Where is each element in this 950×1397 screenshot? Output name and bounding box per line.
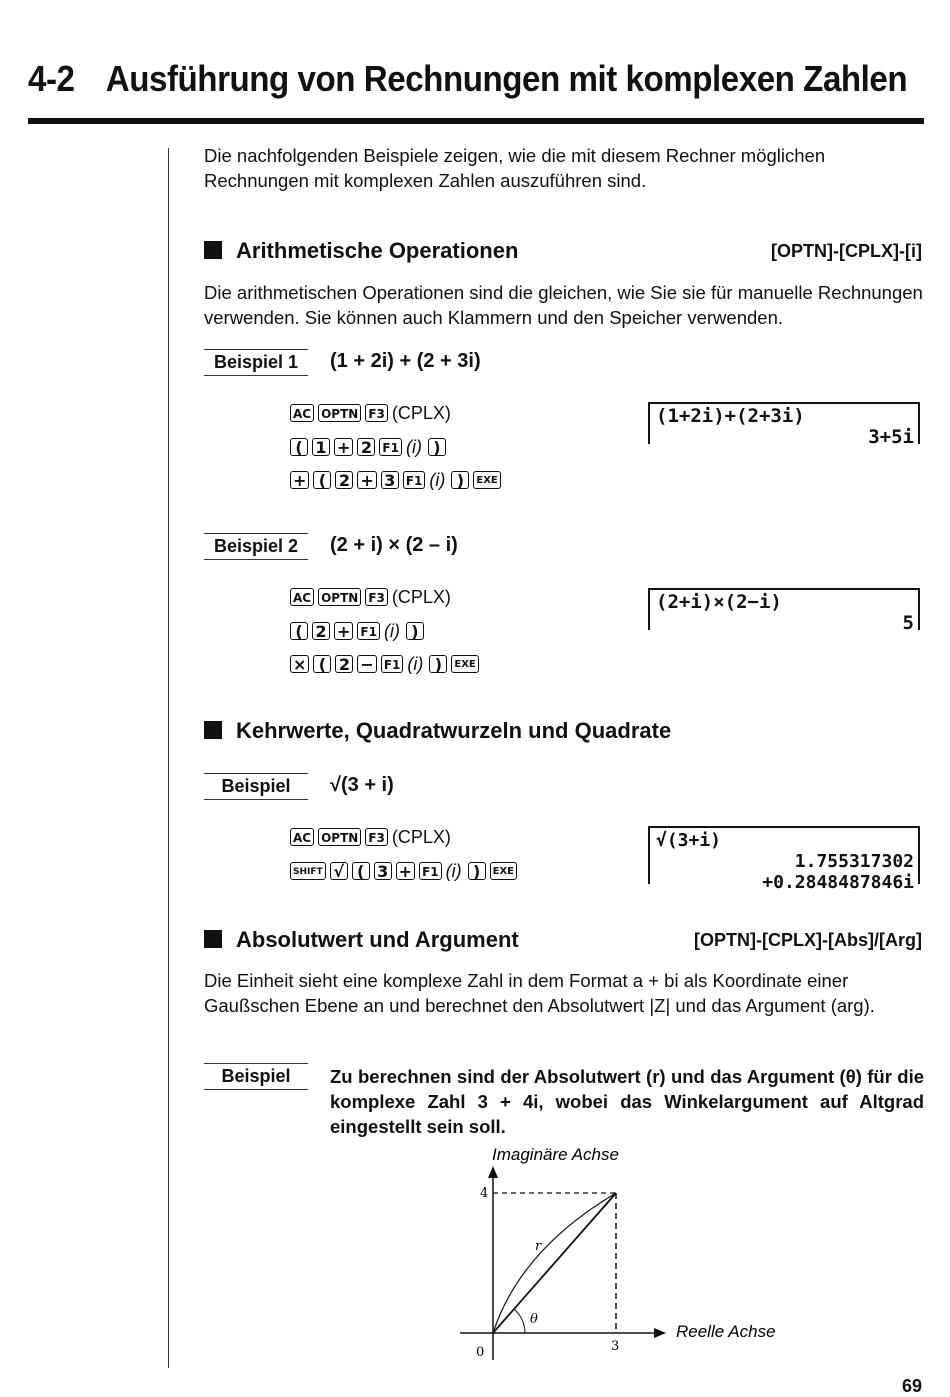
key-plus: + xyxy=(290,471,309,489)
example4-label: Beispiel xyxy=(204,1063,308,1090)
key-rpar: ) xyxy=(468,862,486,880)
cplx-label: (CPLX) xyxy=(391,587,451,608)
arith-paragraph: Die arithmetischen Operationen sind die gleichen, wie Sie sie für manuelle Rechnungen verwenden. Sie können auch Klammern und den Speicher verwenden. xyxy=(204,282,923,328)
square-bullet-icon xyxy=(204,721,222,739)
screen-result: 3+5i xyxy=(868,426,914,448)
key-lpar: ( xyxy=(313,471,331,489)
chapter-title: Ausführung von Rechnungen mit komplexen Zahlen xyxy=(105,58,908,99)
key-minus: − xyxy=(357,655,376,673)
key-f1: F1 xyxy=(419,862,442,880)
x-axis-label: Reelle Achse xyxy=(676,1322,776,1341)
key-exe: EXE xyxy=(490,862,517,880)
screen-result-real: 1.755317302 xyxy=(794,851,914,872)
screen-input: (2+i)×(2−i) xyxy=(656,591,782,613)
example2-keys xyxy=(290,580,483,680)
example1-label: Beispiel 1 xyxy=(204,349,308,376)
key-ac: AC xyxy=(290,404,314,422)
key-3: 3 xyxy=(381,471,399,489)
key-f3: F3 xyxy=(365,828,388,846)
key-plus: + xyxy=(334,438,353,456)
i-label: (i) xyxy=(407,653,424,674)
key-2: 2 xyxy=(357,438,375,456)
theta-label: θ xyxy=(530,1312,538,1327)
page-number: 69 xyxy=(901,1376,922,1396)
title-rule xyxy=(28,118,924,124)
key-lpar: ( xyxy=(290,438,308,456)
key-2: 2 xyxy=(312,622,330,640)
calculator-screen-1 xyxy=(648,402,920,448)
key-ac: AC xyxy=(290,588,314,606)
i-label: (i) xyxy=(383,620,400,641)
example3-expression: √(3 + i) xyxy=(330,774,394,796)
key-rpar: ) xyxy=(429,655,447,673)
vector-line xyxy=(493,1193,616,1333)
key-lpar: ( xyxy=(352,862,370,880)
key-exe: EXE xyxy=(473,471,500,489)
key-rpar: ) xyxy=(428,438,446,456)
margin-line xyxy=(168,148,169,1368)
key-f3: F3 xyxy=(365,588,388,606)
page-title xyxy=(28,58,907,100)
chapter-number: 4-2 xyxy=(28,58,75,99)
section-heading-arith: Arithmetische Operationen xyxy=(204,238,518,264)
y-tick-4: 4 xyxy=(480,1186,489,1201)
key-plus: + xyxy=(396,862,415,880)
key-optn: OPTN xyxy=(318,828,361,846)
example3-label: Beispiel xyxy=(204,773,308,800)
keyref-abs: [OPTN]-[CPLX]-[Abs]/[Arg] xyxy=(694,930,922,950)
example4-text: Zu berechnen sind der Absolutwert (r) und das Argument (θ) für die komplexe Zahl 3 + 4i, wobei das Winkelargument auf Altgrad eingestellt sein soll. xyxy=(330,1066,924,1137)
complex-plane-diagram xyxy=(440,1140,800,1365)
i-label: (i) xyxy=(429,469,446,490)
example2-label: Beispiel 2 xyxy=(204,533,308,560)
key-plus: + xyxy=(334,622,353,640)
key-f1: F1 xyxy=(403,471,426,489)
origin-label: 0 xyxy=(476,1345,485,1360)
y-axis-label: Imaginäre Achse xyxy=(492,1145,619,1164)
key-3: 3 xyxy=(374,862,392,880)
cplx-label: (CPLX) xyxy=(391,403,451,424)
calculator-screen-2 xyxy=(648,588,920,634)
key-2: 2 xyxy=(335,655,353,673)
screen-input: √(3+i) xyxy=(656,830,722,851)
intro-paragraph: Die nachfolgenden Beispiele zeigen, wie die mit diesem Rechner möglichen Rechnungen mit komplexen Zahlen auszuführen sind. xyxy=(204,145,826,191)
key-lpar: ( xyxy=(313,655,331,673)
key-ac: AC xyxy=(290,828,314,846)
screen-input: (1+2i)+(2+3i) xyxy=(656,405,805,427)
cplx-label: (CPLX) xyxy=(391,827,451,848)
r-label: r xyxy=(535,1239,542,1254)
example2-expression: (2 + i) × (2 – i) xyxy=(330,534,458,556)
key-rpar: ) xyxy=(406,622,424,640)
theta-arc xyxy=(514,1309,525,1333)
i-label: (i) xyxy=(445,860,462,881)
key-plus: + xyxy=(357,471,376,489)
keyref-arith: [OPTN]-[CPLX]-[i] xyxy=(771,241,922,261)
square-bullet-icon xyxy=(204,241,222,259)
key-2: 2 xyxy=(335,471,353,489)
screen-result-imag: +0.2848487846i xyxy=(762,872,914,893)
key-f1: F1 xyxy=(379,438,402,456)
key-lpar: ( xyxy=(290,622,308,640)
screen-result: 5 xyxy=(902,612,914,634)
y-axis-arrow-icon xyxy=(488,1166,498,1178)
example1-keys xyxy=(290,396,505,496)
square-bullet-icon xyxy=(204,930,222,948)
key-optn: OPTN xyxy=(318,588,361,606)
example3-keys xyxy=(290,820,521,887)
x-axis-arrow-icon xyxy=(654,1328,666,1338)
key-1: 1 xyxy=(312,438,330,456)
example1-expression: (1 + 2i) + (2 + 3i) xyxy=(330,350,481,372)
key-f3: F3 xyxy=(365,404,388,422)
key-optn: OPTN xyxy=(318,404,361,422)
abs-paragraph: Die Einheit sieht eine komplexe Zahl in dem Format a + bi als Koordinate einer Gaußschen Ebene an und berechnet den Absolutwert |Z| und das Argument (arg). xyxy=(204,970,875,1016)
key-f1: F1 xyxy=(381,655,404,673)
x-tick-3: 3 xyxy=(611,1339,620,1354)
key-shift: SHIFT xyxy=(290,862,326,880)
key-f1: F1 xyxy=(357,622,380,640)
i-label: (i) xyxy=(405,436,422,457)
key-rpar: ) xyxy=(451,471,469,489)
key-sqrt: √ xyxy=(330,862,348,880)
key-times: × xyxy=(290,655,309,673)
section-heading-recip: Kehrwerte, Quadratwurzeln und Quadrate xyxy=(204,718,671,744)
calculator-screen-3 xyxy=(648,826,920,893)
key-exe: EXE xyxy=(451,655,478,673)
section-heading-abs: Absolutwert und Argument xyxy=(204,927,519,953)
